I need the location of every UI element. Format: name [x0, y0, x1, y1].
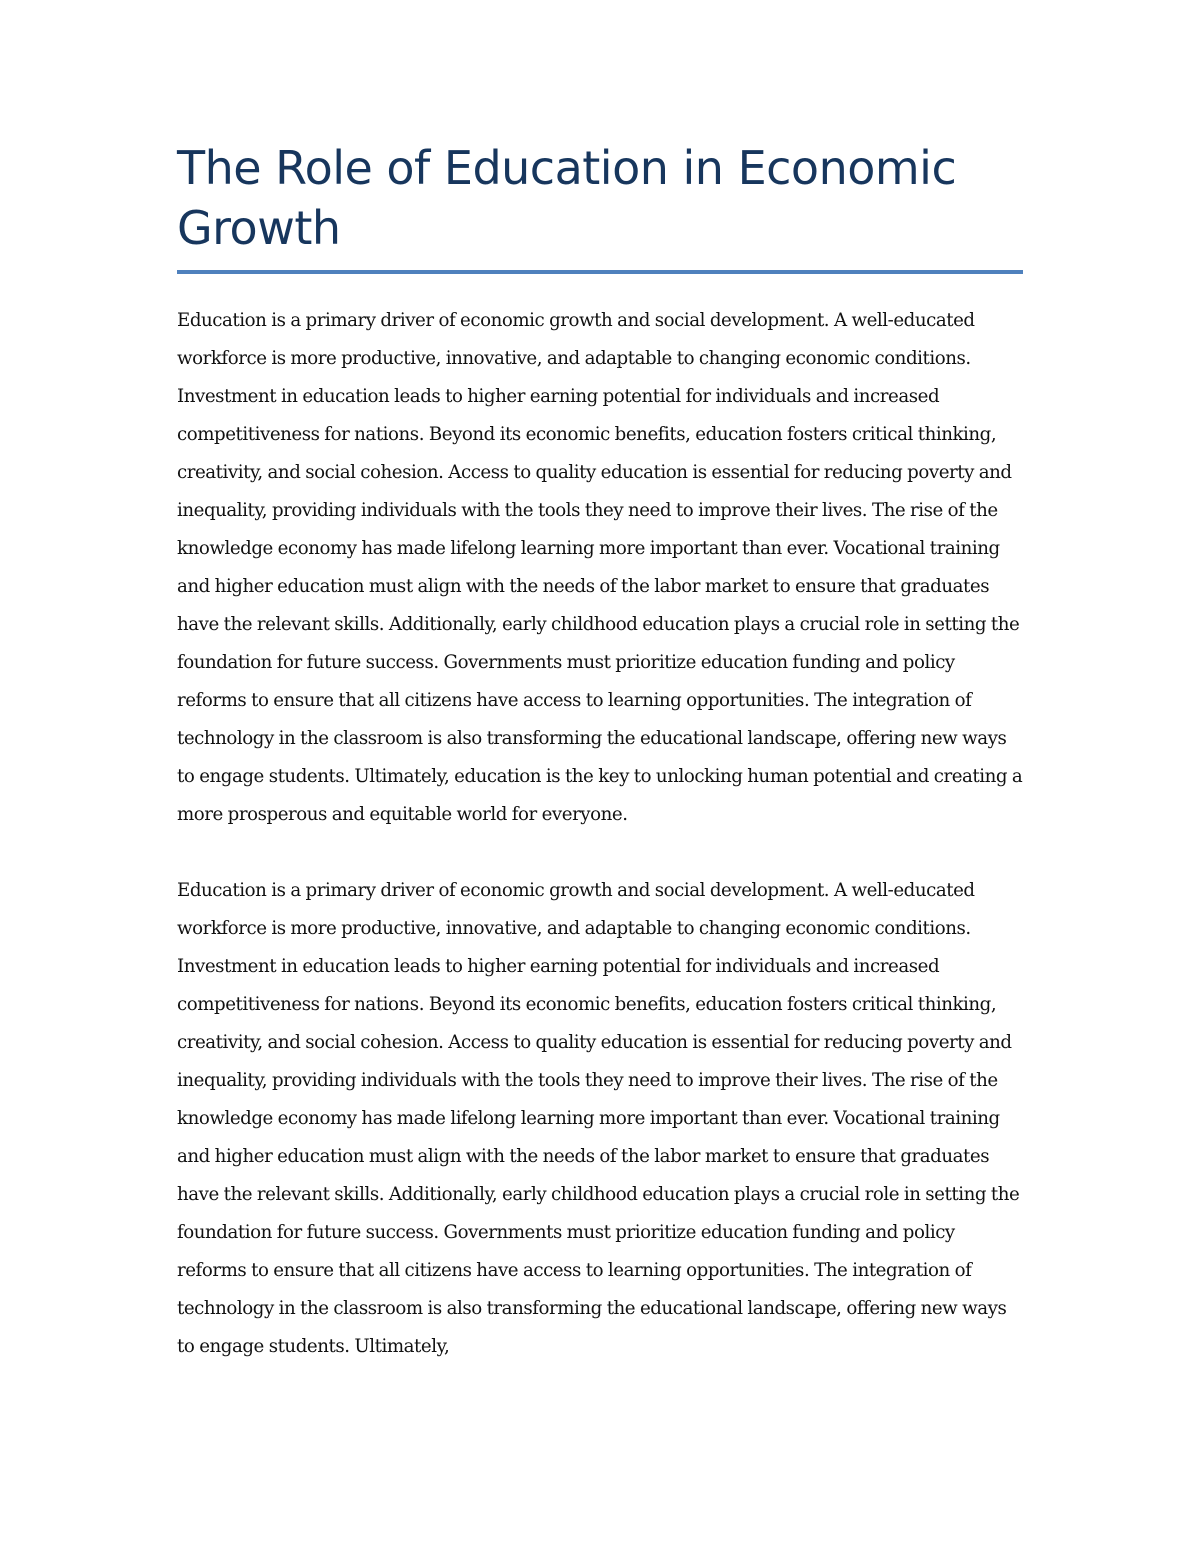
body-paragraph-2: Education is a primary driver of economic growth and social development. A well-educated workforce is more productive, innovative, and adaptable to changing economic conditions. Investment in education leads to higher earning potential for individuals and increased competitiveness for nations. Beyond its economic benefits, education fosters critical thinking, creativity, and social cohesion. Access to quality education is essential for reducing poverty and inequality, providing individuals with the tools they need to improve their lives. The rise of the knowledge economy has made lifelong learning more important than ever. Vocational training and higher education must align with the needs of the labor market to ensure that graduates have the relevant skills. Additionally, early childhood education plays a crucial role in setting the foundation for future success. Governments must prioritize education funding and policy reforms to ensure that all citizens have access to learning opportunities. The integration of technology in the classroom is also transforming the educational landscape, offering new ways to engage students. Ultimately,: [177, 880, 1020, 1357]
document-title: The Role of Education in Economic Growth: [177, 141, 957, 255]
title-underline: [177, 270, 1023, 274]
document-body: [177, 138, 1037, 1366]
body-paragraph-1: Education is a primary driver of economic growth and social development. A well-educated workforce is more productive, innovative, and adaptable to changing economic conditions. Investment in education leads to higher earning potential for individuals and increased competitiveness for nations. Beyond its economic benefits, education fosters critical thinking, creativity, and social cohesion. Access to quality education is essential for reducing poverty and inequality, providing individuals with the tools they need to improve their lives. The rise of the knowledge economy has made lifelong learning more important than ever. Vocational training and higher education must align with the needs of the labor market to ensure that graduates have the relevant skills. Additionally, early childhood education plays a crucial role in setting the foundation for future success. Governments must prioritize education funding and policy reforms to ensure that all citizens have access to learning opportunities. The integration of technology in the classroom is also transforming the educational landscape, offering new ways to engage students. Ultimately, education is the key to unlocking human potential and creating a more prosperous and equitable world for everyone.: [177, 310, 1023, 825]
